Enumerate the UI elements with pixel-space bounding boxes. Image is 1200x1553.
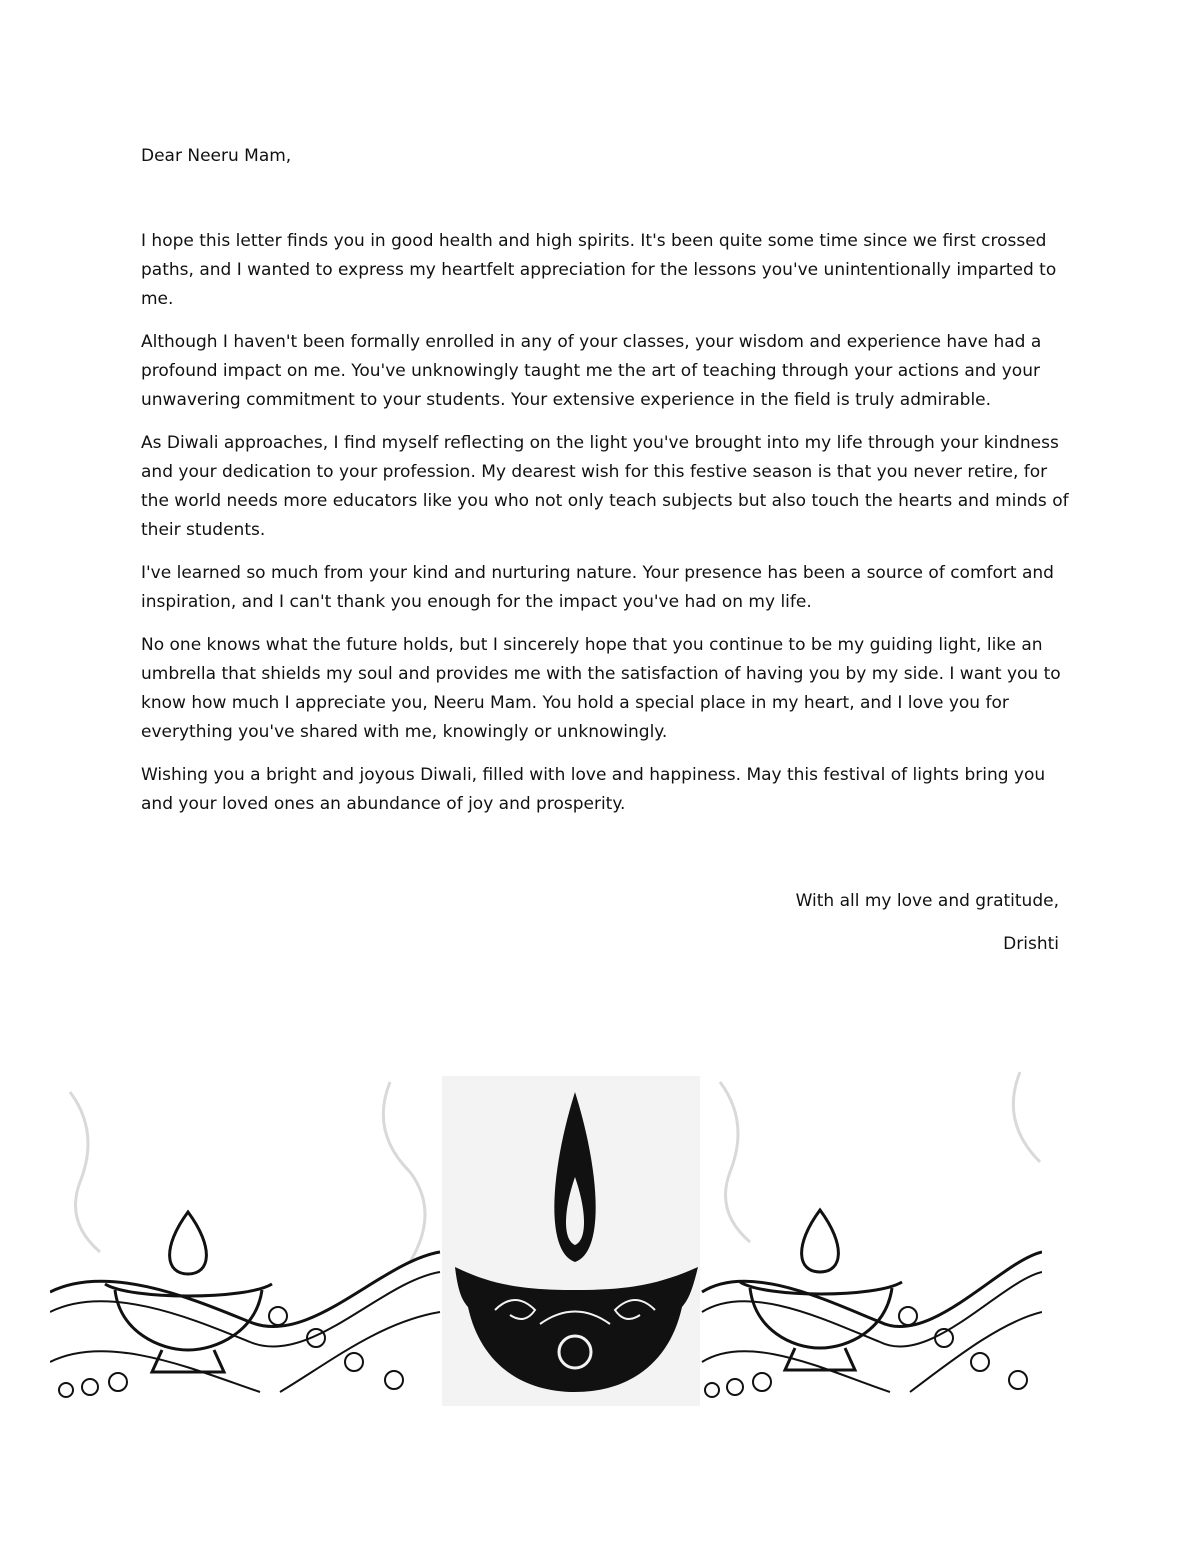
letter-paragraph-2: Although I haven't been formally enrolled in any of your classes, your wisdom and experience have had a profound impact on me. You've unknowingly taught me the art of teaching through your actions and your unwavering commitment to your students. Your extensive experience in the field is truly admirable. [141,332,1042,410]
salutation: Dear Neeru Mam, [141,146,292,166]
diya-lamp-outline-icon [702,1062,1042,1406]
diya-lamp-silhouette-icon [442,1076,700,1406]
closing-line: With all my love and gratitude, [795,891,1059,911]
letter-paragraph-6: Wishing you a bright and joyous Diwali, filled with love and happiness. May this festival of lights bring you and your loved ones an abundance of joy and prosperity. [141,765,1046,814]
letter-paragraph-3: As Diwali approaches, I find myself reflecting on the light you've brought into my life through your kindness and your dedication to your profession. My dearest wish for this festive season is that you never retire, for the world needs more educators like you who not only teach subjects but also touch the hearts and minds of their students. [141,433,1069,540]
signature: Drishti [1003,934,1059,954]
diwali-illustration-banner [50,1062,1042,1410]
letter-closing [141,887,1059,959]
letter-body [141,142,1071,973]
diya-lamp-outline-icon [50,1076,440,1406]
letter-paragraph-5: No one knows what the future holds, but I sincerely hope that you continue to be my guiding light, like an umbrella that shields my soul and provides me with the satisfaction of having you by my side. I want you to know how much I appreciate you, Neeru Mam. You hold a special place in my heart, and I love you for everything you've shared with me, knowingly or unknowingly. [141,635,1061,742]
letter-paragraph-1: I hope this letter finds you in good health and high spirits. It's been quite some time since we first crossed paths, and I wanted to express my heartfelt appreciation for the lessons you've unintentionally imparted to me. [141,231,1057,309]
letter-paragraph-4: I've learned so much from your kind and nurturing nature. Your presence has been a source of comfort and inspiration, and I can't thank you enough for the impact you've had on my life. [141,563,1054,612]
